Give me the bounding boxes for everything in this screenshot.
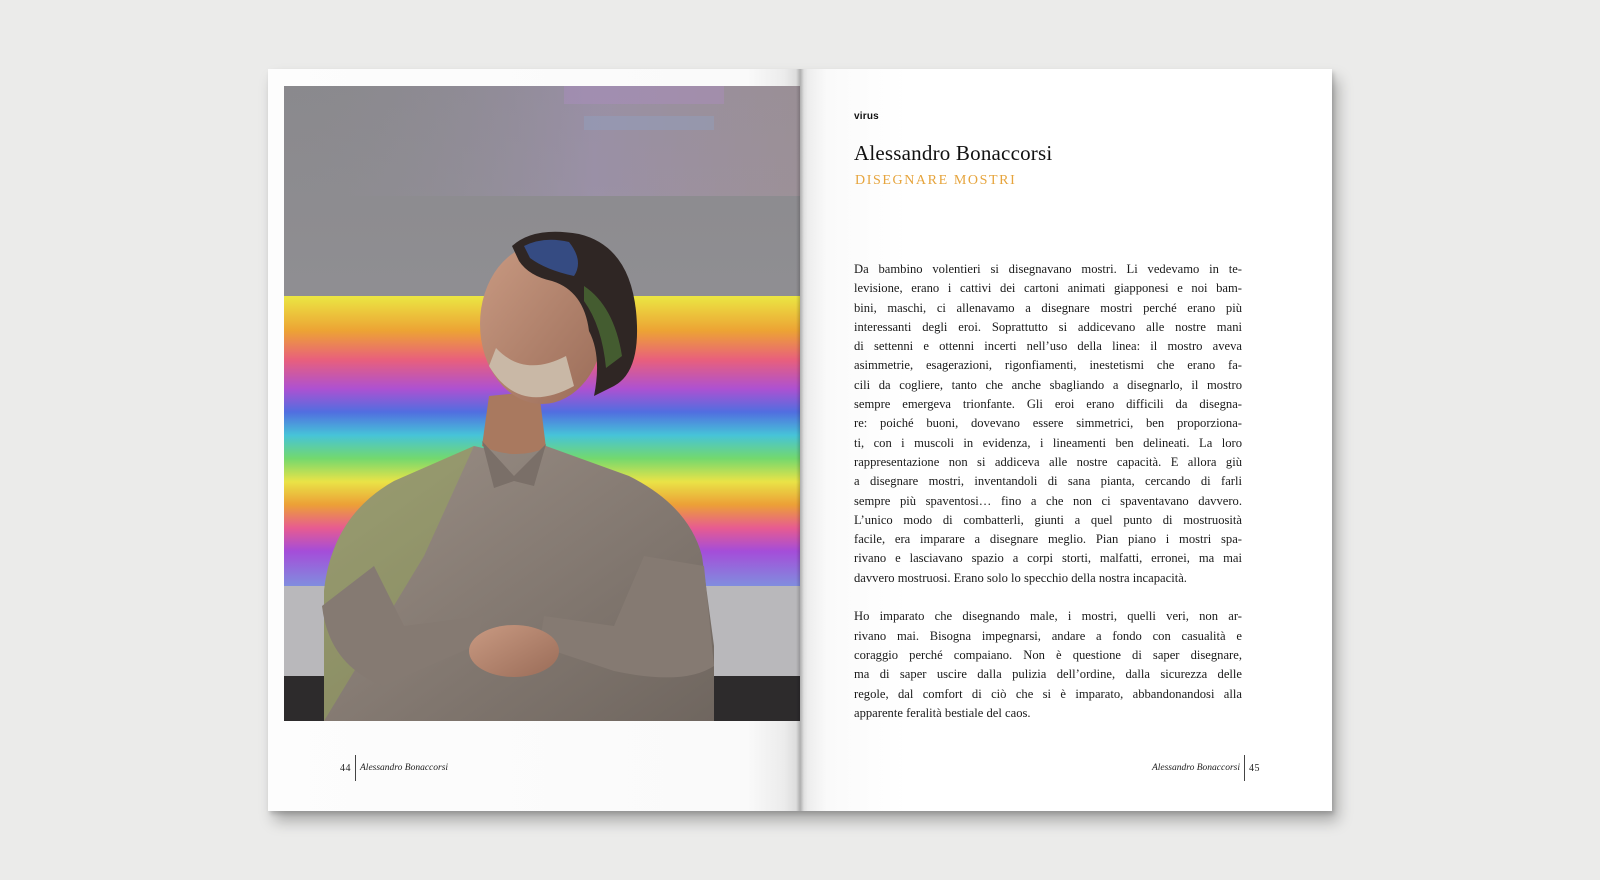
body-line: rappresentazione non si addiceva alle nostre capacità. E allora giù — [854, 454, 1242, 469]
page-number-right: 45 — [1249, 762, 1260, 774]
body-line: apparente feralità bestiale del caos. — [854, 705, 1031, 720]
body-paragraph-1 — [854, 260, 1242, 588]
article-title: DISEGNARE MOSTRI — [855, 173, 1017, 188]
body-line: sempre più spaventosi… fino a che non ci spaventavano davvero. — [854, 493, 1242, 508]
body-line: Ho imparato che disegnando male, i mostri, quelli veri, non ar- — [854, 609, 1242, 624]
body-line: Da bambino volentieri si disegnavano mostri. Li vedevamo in te- — [854, 262, 1242, 276]
body-line: rivano e lasciavano spazio a corpi storti, malfatti, erronei, ma mai — [854, 551, 1242, 566]
right-page-folio — [1152, 755, 1260, 781]
body-line: facile, era imparare a disegnare meglio. Pian piano i mostri spa- — [854, 532, 1242, 547]
left-page — [268, 69, 800, 811]
body-paragraph-2 — [854, 607, 1242, 723]
body-line: cili da cogliere, tanto che anche sbagliando a disegnarlo, il mostro — [854, 377, 1242, 392]
body-line: ti, con i muscoli in evidenza, i lineamenti ben delineati. La loro — [854, 435, 1242, 450]
running-footer-right: Alessandro Bonaccorsi — [1151, 763, 1240, 773]
article-body — [854, 260, 1242, 723]
author-name: Alessandro Bonaccorsi — [854, 141, 1053, 165]
body-line: ma di saper uscire dalla pulizia dell’ordine, dalla sicurezza delle — [854, 667, 1242, 682]
book-gutter — [796, 69, 804, 811]
body-line: rivano mai. Bisogna impegnarsi, andare a fondo con casualità e — [854, 628, 1242, 643]
body-line: levisione, erano i cattivi dei cartoni animati giapponesi e noi bam- — [854, 281, 1242, 296]
body-line: davvero mostruosi. Erano solo lo specchio della nostra incapacità. — [854, 570, 1187, 585]
body-line: L’unico modo di combatterli, giunti a quel punto di mostruosità — [854, 512, 1242, 527]
portrait-photo-icon — [284, 86, 800, 721]
body-line: sempre emergeva trionfante. Gli eroi erano difficili da disegna- — [854, 397, 1242, 412]
body-line: regole, dal comfort di ciò che si è imparato, abbandonandosi alla — [854, 686, 1242, 701]
body-line: di settenni e ottenni incerti nell’uso della linea: il mostro aveva — [854, 339, 1242, 354]
body-line: asimmetrie, esagerazioni, rigonfiamenti, inestetismi che erano fa- — [854, 358, 1242, 373]
running-footer-left: Alessandro Bonaccorsi — [360, 763, 449, 773]
page-number-left: 44 — [340, 762, 351, 774]
magazine-spread — [268, 69, 1332, 811]
body-line: coraggio perché compaiano. Non è questione di saper disegnare, — [854, 647, 1242, 662]
left-page-folio — [340, 755, 448, 781]
folio-divider — [355, 755, 356, 781]
folio-divider — [1244, 755, 1245, 781]
body-line: interessanti degli eroi. Soprattutto si addicevano alle nostre mani — [854, 319, 1242, 334]
body-line: a disegnare mostri, inventandoli di sana pianta, cercando di farli — [854, 474, 1242, 489]
body-line: re: poiché buoni, dovevano essere simmetrici, ben proporziona- — [854, 416, 1242, 431]
section-label: virus — [854, 111, 879, 122]
portrait-photo — [284, 86, 800, 721]
body-line: bini, maschi, ci allenavamo a disegnare mostri perché erano più — [854, 300, 1242, 315]
